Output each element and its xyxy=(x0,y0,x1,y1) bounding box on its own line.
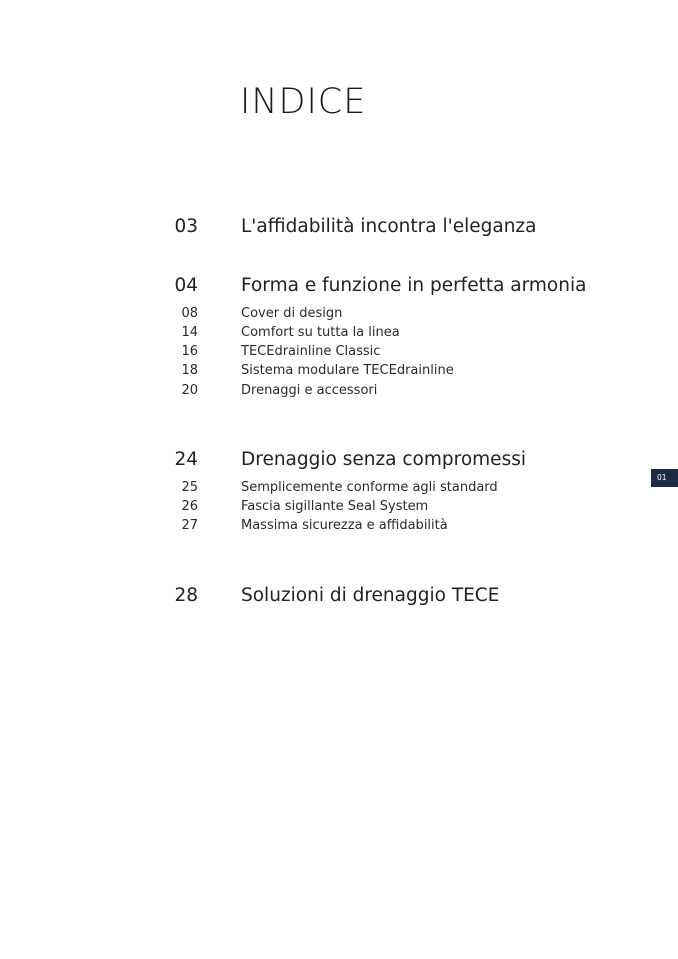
toc-section-number: 28 xyxy=(174,585,198,606)
toc-subitem-number: 27 xyxy=(181,518,198,533)
toc-subitem[interactable] xyxy=(0,498,678,515)
toc-section-title[interactable]: Forma e funzione in perfetta armonia xyxy=(241,275,587,296)
toc-section-title[interactable]: L'affidabilità incontra l'eleganza xyxy=(241,216,537,237)
toc-subitem-number: 20 xyxy=(181,383,198,398)
toc-subitem-title[interactable]: Semplicemente conforme agli standard xyxy=(241,480,498,495)
toc-subitem-number: 16 xyxy=(181,344,198,359)
toc-subitem-title[interactable]: TECEdrainline Classic xyxy=(241,344,381,359)
toc-subitem-title[interactable]: Massima sicurezza e affidabilità xyxy=(241,518,448,533)
toc-subitem-number: 25 xyxy=(181,480,198,495)
toc-subitem-title[interactable]: Drenaggi e accessori xyxy=(241,383,378,398)
toc-section-number: 04 xyxy=(174,275,198,296)
toc-subitem[interactable] xyxy=(0,305,678,322)
toc-subitem-title[interactable]: Sistema modulare TECEdrainline xyxy=(241,363,454,378)
toc-section-number: 03 xyxy=(174,216,198,237)
toc-subitem[interactable] xyxy=(0,343,678,360)
toc-subitem-title[interactable]: Fascia sigillante Seal System xyxy=(241,499,429,514)
page-number-tab: 01 xyxy=(651,469,678,487)
toc-subitem[interactable] xyxy=(0,517,678,534)
toc-subitem-number: 14 xyxy=(181,325,198,340)
toc-subitem-title[interactable]: Comfort su tutta la linea xyxy=(241,325,400,340)
toc-subitem[interactable] xyxy=(0,362,678,379)
page-title: INDICE xyxy=(240,82,367,122)
toc-subitem[interactable] xyxy=(0,382,678,399)
toc-section-title[interactable]: Soluzioni di drenaggio TECE xyxy=(241,585,500,606)
toc-subitem-title[interactable]: Cover di design xyxy=(241,306,343,321)
toc-subitem-number: 08 xyxy=(181,306,198,321)
toc-section[interactable] xyxy=(0,274,678,298)
toc-section-title[interactable]: Drenaggio senza compromessi xyxy=(241,449,526,470)
toc-section[interactable] xyxy=(0,584,678,608)
toc-subitem[interactable] xyxy=(0,324,678,341)
toc-section[interactable] xyxy=(0,448,678,472)
toc-subitem-number: 26 xyxy=(181,499,198,514)
toc-subitem[interactable] xyxy=(0,479,678,496)
toc-section-number: 24 xyxy=(174,449,198,470)
toc-subitem-number: 18 xyxy=(181,363,198,378)
toc-section[interactable] xyxy=(0,215,678,239)
